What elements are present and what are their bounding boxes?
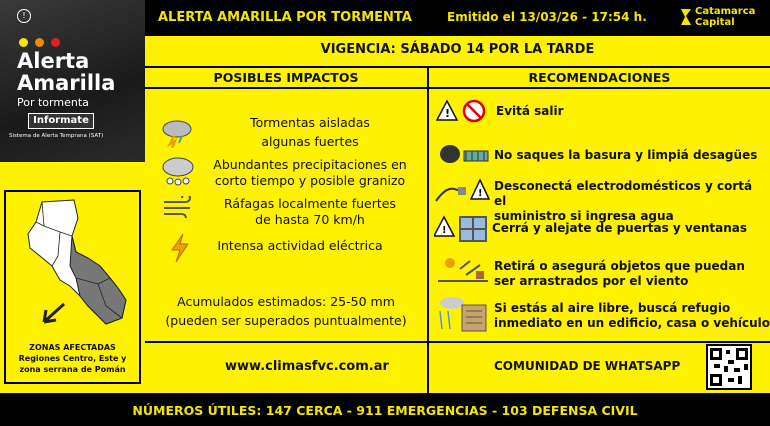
rec-3-line2: suministro si ingresa agua <box>494 209 674 223</box>
rec-5-text <box>494 259 764 289</box>
rec-3-line1: Desconectá electrodomésticos y cortá el <box>494 179 753 208</box>
rec-6-line1: Si estás al aire libre, buscá refugio <box>494 301 731 315</box>
impact-1-line2: algunas fuertes <box>261 134 359 149</box>
rec-3-text <box>494 179 764 224</box>
shelter-icon <box>434 294 490 334</box>
rec-6-text <box>494 301 770 331</box>
red-level-dot <box>51 38 60 47</box>
impact-3-line2: de hasta 70 km/h <box>255 212 365 227</box>
catamarca-capital-logo <box>679 5 764 31</box>
website-link[interactable]: www.climasfvc.com.ar <box>225 359 389 374</box>
hail-cloud-icon <box>160 155 196 187</box>
trash-drain-icon <box>436 136 490 166</box>
zones-line3: zona serrana de Pomán <box>19 365 126 374</box>
affected-zones-box <box>4 190 141 384</box>
header-title: ALERTA AMARILLA POR TORMENTA <box>158 10 412 25</box>
impact-2-text <box>200 157 420 189</box>
orange-level-dot <box>35 38 44 47</box>
svg-text:!: ! <box>445 107 451 120</box>
impact-3-line1: Ráfagas localmente fuertes <box>224 196 396 211</box>
qr-code[interactable] <box>706 344 752 390</box>
impact-1-text <box>200 115 420 150</box>
accumulation-line2: (pueden ser superados puntualmente) <box>165 313 407 328</box>
zones-line2: Regiones Centro, Este y <box>18 354 127 363</box>
recommendations-heading: RECOMENDACIONES <box>528 70 671 85</box>
accumulation-text <box>145 294 427 329</box>
rec-1-text: Evitá salir <box>496 104 564 118</box>
svg-text:!: ! <box>478 188 483 199</box>
impact-3-text <box>200 196 420 228</box>
rec-4-text: Cerrá y alejate de puertas y ventanas <box>492 221 748 235</box>
impact-1-line1: Tormentas aisladas <box>250 115 370 130</box>
rec-5-line1: Retirá o asegurá objetos que puedan <box>494 259 745 273</box>
unplug-icon <box>432 176 490 206</box>
validity-text: VIGENCIA: SÁBADO 14 POR LA TARDE <box>320 42 595 57</box>
rec-6-line2: inmediato en un edificio, casa o vehículo <box>494 316 770 330</box>
impact-4-text: Intensa actividad eléctrica <box>217 238 383 253</box>
window-icon <box>434 214 488 244</box>
alert-subtitle: Por tormenta <box>17 96 89 109</box>
flying-objects-icon <box>436 254 490 286</box>
alert-level-panel <box>0 0 145 162</box>
rec-2-text: No saques la basura y limpiá desagües <box>494 148 758 162</box>
informate-button[interactable]: Informate <box>28 113 94 129</box>
logo-mark-icon <box>679 7 693 27</box>
impacts-heading: POSIBLES IMPACTOS <box>213 70 359 85</box>
lightning-icon <box>166 232 194 264</box>
warning-icon: ! <box>17 9 31 23</box>
accumulation-line1: Acumulados estimados: 25-50 mm <box>177 294 395 309</box>
whatsapp-community-link[interactable]: COMUNIDAD DE WHATSAPP <box>494 359 681 373</box>
divider <box>145 87 770 89</box>
column-divider <box>427 66 429 393</box>
no-go-out-icon <box>436 98 488 124</box>
alert-title: Alerta Amarilla <box>17 49 116 95</box>
header-bar <box>145 0 770 36</box>
rec-5-line2: ser arrastrados por el viento <box>494 274 689 288</box>
logo-line1: Catamarca <box>695 6 756 17</box>
divider <box>145 341 770 343</box>
zones-line1: ZONAS AFECTADAS <box>29 343 116 352</box>
divider <box>145 66 770 68</box>
useful-numbers: NÚMEROS ÚTILES: 147 CERCA - 911 EMERGENCIAS - 103 DEFENSA CIVIL <box>132 403 638 418</box>
catamarca-map <box>14 196 134 336</box>
yellow-level-dot <box>19 38 28 47</box>
wind-icon <box>162 195 196 219</box>
svg-text:!: ! <box>442 225 447 236</box>
system-name: Sistema de Alerta Temprana (SAT) <box>9 133 104 139</box>
storm-cloud-icon <box>160 115 196 149</box>
logo-line2: Capital <box>695 17 735 28</box>
impact-2-line1: Abundantes precipitaciones en <box>213 157 407 172</box>
zones-label <box>6 342 139 375</box>
issued-timestamp: Emitido el 13/03/26 - 17:54 h. <box>447 10 647 24</box>
impact-2-line2: corto tiempo y posible granizo <box>214 173 406 188</box>
